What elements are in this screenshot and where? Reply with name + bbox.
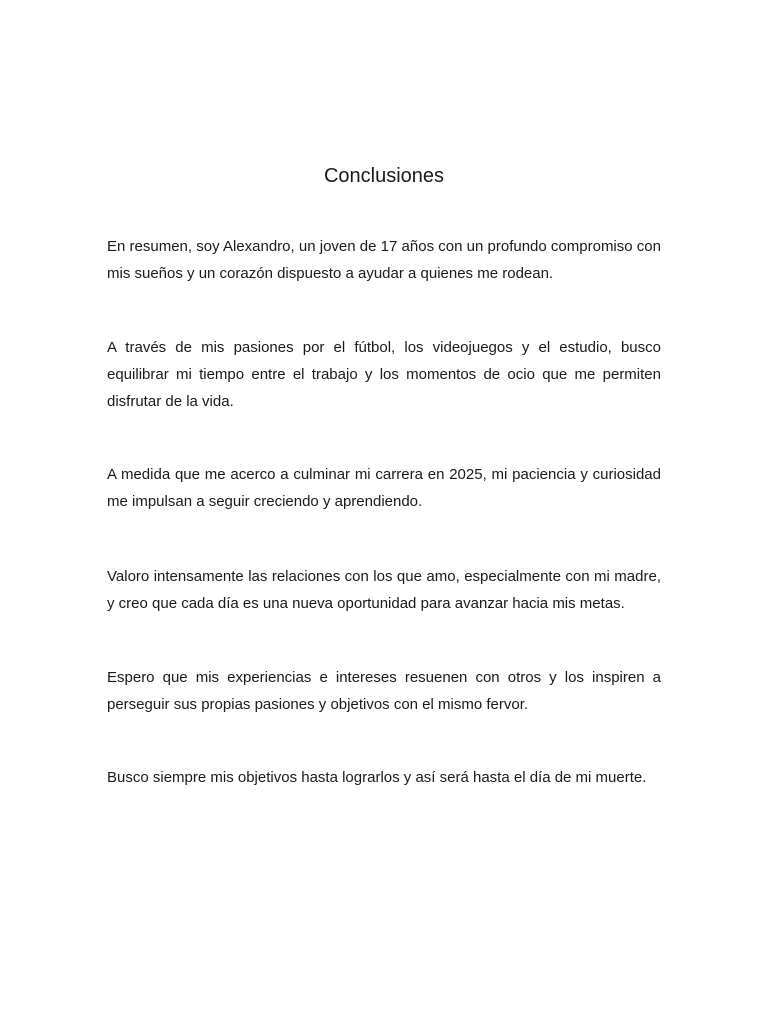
paragraph-5: Espero que mis experiencias e intereses resuenen con otros y los inspiren a perseguir sus propias pasiones y objetivos con el mismo fervor. bbox=[107, 669, 661, 713]
paragraph-1: En resumen, soy Alexandro, un joven de 17 años con un profundo compromiso con mis sueños y un corazón dispuesto a ayudar a quienes me rodean. bbox=[107, 238, 661, 282]
page-title: Conclusiones bbox=[323, 165, 445, 187]
paragraph-2: A través de mis pasiones por el fútbol, los videojuegos y el estudio, busco equilibrar mi tiempo entre el trabajo y los momentos de ocio que me permiten disfrutar de la vida. bbox=[107, 339, 661, 410]
paragraph-4: Valoro intensamente las relaciones con los que amo, especialmente con mi madre, y creo que cada día es una nueva oportunidad para avanzar hacia mis metas. bbox=[107, 568, 661, 612]
paragraph-3: A medida que me acerco a culminar mi carrera en 2025, mi paciencia y curiosidad me impulsan a seguir creciendo y aprendiendo. bbox=[107, 466, 661, 510]
paragraph-6: Busco siempre mis objetivos hasta lograrlos y así será hasta el día de mi muerte. bbox=[107, 769, 647, 786]
